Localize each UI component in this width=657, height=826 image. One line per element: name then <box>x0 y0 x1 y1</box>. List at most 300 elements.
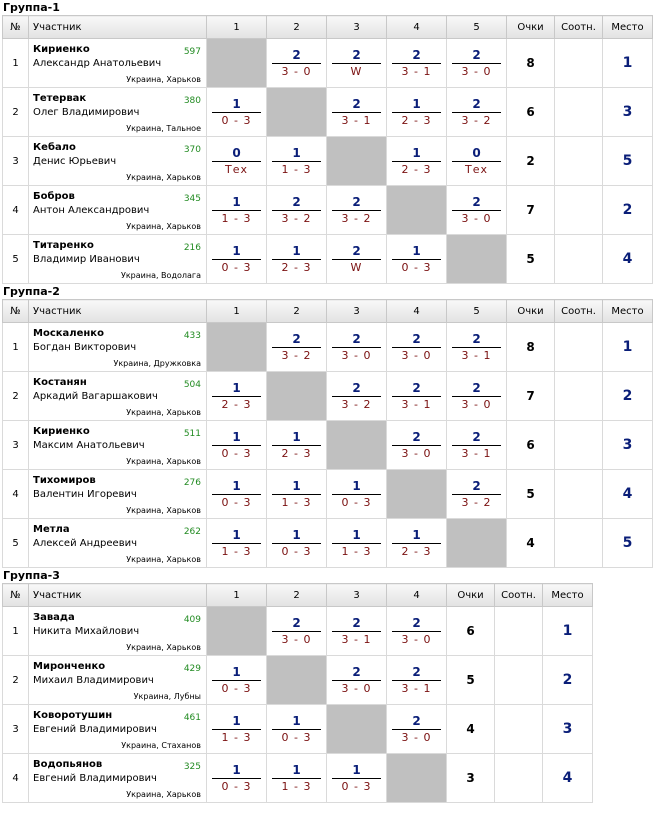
match-cell[interactable] <box>327 656 387 705</box>
match-cell[interactable] <box>327 88 387 137</box>
match-points: 2 <box>412 429 421 444</box>
player-cell <box>29 137 207 186</box>
header-participant: Участник <box>29 16 207 39</box>
row-number: 5 <box>3 519 29 568</box>
total-points: 8 <box>507 323 555 372</box>
self-cell <box>387 470 447 519</box>
player-name: Антон Александрович <box>33 205 150 216</box>
place-cell: 2 <box>543 656 593 705</box>
match-score: 3 - 1 <box>461 348 492 362</box>
place-cell: 3 <box>603 88 653 137</box>
self-cell <box>207 607 267 656</box>
player-city: Украина, Тальное <box>126 124 201 133</box>
self-cell <box>207 323 267 372</box>
total-points: 4 <box>447 705 495 754</box>
player-city: Украина, Харьков <box>126 643 201 652</box>
match-points: 1 <box>232 96 241 111</box>
header-opponent-3: 3 <box>327 16 387 39</box>
player-surname[interactable]: Кебало <box>33 142 76 153</box>
match-cell[interactable] <box>207 519 267 568</box>
match-points: 2 <box>472 47 481 62</box>
player-rating: 429 <box>183 664 201 674</box>
ratio-cell <box>555 372 603 421</box>
player-city: Украина, Харьков <box>126 75 201 84</box>
match-score: 2 - 3 <box>281 446 312 460</box>
player-name: Александр Анатольевич <box>33 58 162 69</box>
header-no: № <box>3 16 29 39</box>
player-rating: 504 <box>183 380 201 390</box>
header-opponent-4: 4 <box>387 584 447 607</box>
match-score: 3 - 0 <box>341 348 372 362</box>
match-score: 0 - 3 <box>221 260 252 274</box>
match-cell[interactable] <box>447 88 507 137</box>
match-points: 2 <box>412 380 421 395</box>
total-points: 5 <box>507 235 555 284</box>
match-score: 3 - 0 <box>341 681 372 695</box>
player-rating: 380 <box>183 96 201 106</box>
match-cell[interactable] <box>267 186 327 235</box>
place-cell: 3 <box>603 421 653 470</box>
match-score: 1 - 3 <box>341 544 372 558</box>
self-cell <box>207 39 267 88</box>
match-score: 3 - 0 <box>401 632 432 646</box>
table-row <box>3 186 653 235</box>
match-cell[interactable] <box>207 421 267 470</box>
match-cell[interactable] <box>327 470 387 519</box>
match-points: 1 <box>232 429 241 444</box>
place-cell: 5 <box>603 519 653 568</box>
match-cell[interactable] <box>447 186 507 235</box>
match-points: 1 <box>292 243 301 258</box>
match-cell[interactable] <box>267 323 327 372</box>
total-points: 3 <box>447 754 495 803</box>
player-city: Украина, Лубны <box>133 692 201 701</box>
total-points: 6 <box>507 88 555 137</box>
self-cell <box>267 88 327 137</box>
group-table <box>2 583 593 803</box>
player-surname[interactable]: Кириенко <box>33 44 90 55</box>
match-score: 3 - 0 <box>461 64 492 78</box>
header-opponent-4: 4 <box>387 300 447 323</box>
ratio-cell <box>555 323 603 372</box>
match-cell[interactable] <box>387 705 447 754</box>
row-number: 4 <box>3 470 29 519</box>
match-points: 2 <box>412 713 421 728</box>
group-title: Группа-2 <box>3 285 60 298</box>
match-cell[interactable] <box>207 656 267 705</box>
match-score: 0 - 3 <box>341 495 372 509</box>
match-score: 1 - 3 <box>281 162 312 176</box>
player-cell <box>29 323 207 372</box>
player-cell <box>29 372 207 421</box>
match-cell[interactable] <box>327 372 387 421</box>
player-rating: 325 <box>183 762 201 772</box>
match-points: 1 <box>292 478 301 493</box>
match-cell[interactable] <box>207 470 267 519</box>
header-opponent-4: 4 <box>387 16 447 39</box>
header-opponent-2: 2 <box>267 584 327 607</box>
match-points: 1 <box>352 478 361 493</box>
header-no: № <box>3 300 29 323</box>
player-name: Олег Владимирович <box>33 107 140 118</box>
match-points: 1 <box>232 380 241 395</box>
player-city: Украина, Харьков <box>126 790 201 799</box>
match-cell[interactable] <box>387 607 447 656</box>
self-cell <box>447 235 507 284</box>
match-cell[interactable] <box>267 754 327 803</box>
match-score: 2 - 3 <box>401 544 432 558</box>
match-points: 2 <box>472 380 481 395</box>
total-points: 5 <box>507 470 555 519</box>
player-cell <box>29 656 207 705</box>
row-number: 2 <box>3 88 29 137</box>
player-surname[interactable]: Водопьянов <box>33 759 103 770</box>
match-score: 3 - 1 <box>341 632 372 646</box>
match-cell[interactable] <box>387 519 447 568</box>
player-name: Владимир Иванович <box>33 254 140 265</box>
match-score: 3 - 1 <box>461 446 492 460</box>
match-score: 3 - 0 <box>281 64 312 78</box>
match-points: 2 <box>292 47 301 62</box>
match-cell[interactable] <box>387 235 447 284</box>
match-points: 2 <box>472 478 481 493</box>
table-row <box>3 421 653 470</box>
header-ratio: Соотн. <box>495 584 543 607</box>
match-cell[interactable] <box>447 470 507 519</box>
match-cell[interactable] <box>447 372 507 421</box>
player-rating: 409 <box>183 615 201 625</box>
match-points: 0 <box>232 145 241 160</box>
match-points: 1 <box>292 429 301 444</box>
match-score: 3 - 2 <box>461 113 492 127</box>
header-no: № <box>3 584 29 607</box>
table-row <box>3 607 593 656</box>
total-points: 2 <box>507 137 555 186</box>
match-points: 2 <box>352 96 361 111</box>
match-score: 2 - 3 <box>221 397 252 411</box>
player-surname[interactable]: Титаренко <box>33 240 94 251</box>
player-city: Украина, Харьков <box>126 457 201 466</box>
self-cell <box>327 137 387 186</box>
row-number: 5 <box>3 235 29 284</box>
match-cell[interactable] <box>327 754 387 803</box>
table-row <box>3 39 653 88</box>
match-cell[interactable] <box>267 39 327 88</box>
table-row <box>3 656 593 705</box>
row-number: 1 <box>3 607 29 656</box>
match-points: 1 <box>412 527 421 542</box>
player-rating: 433 <box>183 331 201 341</box>
self-cell <box>387 186 447 235</box>
player-name: Алексей Андреевич <box>33 538 137 549</box>
self-cell <box>387 754 447 803</box>
match-points: 2 <box>352 194 361 209</box>
player-surname[interactable]: Костанян <box>33 377 87 388</box>
match-cell[interactable] <box>327 519 387 568</box>
match-cell[interactable] <box>267 470 327 519</box>
player-city: Украина, Харьков <box>126 173 201 182</box>
player-city: Украина, Дружковка <box>113 359 201 368</box>
ratio-cell <box>555 235 603 284</box>
match-cell[interactable] <box>387 88 447 137</box>
row-number: 3 <box>3 137 29 186</box>
self-cell <box>327 421 387 470</box>
player-surname[interactable]: Москаленко <box>33 328 104 339</box>
player-rating: 370 <box>183 145 201 155</box>
total-points: 7 <box>507 372 555 421</box>
match-score: 1 - 3 <box>221 211 252 225</box>
match-score: 0 - 3 <box>221 113 252 127</box>
match-score: 3 - 1 <box>401 64 432 78</box>
header-place: Место <box>603 300 653 323</box>
player-cell <box>29 88 207 137</box>
header-participant: Участник <box>29 300 207 323</box>
match-cell[interactable] <box>447 323 507 372</box>
match-score: 3 - 1 <box>341 113 372 127</box>
player-cell <box>29 421 207 470</box>
match-score: 1 - 3 <box>221 730 252 744</box>
player-cell <box>29 235 207 284</box>
player-city: Украина, Харьков <box>126 506 201 515</box>
match-points: 1 <box>412 243 421 258</box>
player-name: Евгений Владимирович <box>33 773 157 784</box>
player-surname[interactable]: Тихомиров <box>33 475 96 486</box>
player-surname[interactable]: Метла <box>33 524 70 535</box>
match-score: 1 - 3 <box>281 779 312 793</box>
match-cell[interactable] <box>327 607 387 656</box>
match-points: 1 <box>292 762 301 777</box>
match-points: 2 <box>412 331 421 346</box>
match-score: 2 - 3 <box>281 260 312 274</box>
total-points: 5 <box>447 656 495 705</box>
match-points: 2 <box>412 47 421 62</box>
match-points: 2 <box>292 331 301 346</box>
place-cell: 4 <box>603 235 653 284</box>
player-surname[interactable]: Тетервак <box>33 93 87 104</box>
header-points: Очки <box>507 16 555 39</box>
match-score: 3 - 2 <box>281 211 312 225</box>
self-cell <box>267 372 327 421</box>
total-points: 6 <box>507 421 555 470</box>
ratio-cell <box>555 88 603 137</box>
match-cell[interactable] <box>207 705 267 754</box>
header-participant: Участник <box>29 584 207 607</box>
player-surname[interactable]: Завада <box>33 612 75 623</box>
match-score: 3 - 0 <box>281 632 312 646</box>
match-score: 2 - 3 <box>401 113 432 127</box>
match-score: W <box>350 64 363 78</box>
table-row <box>3 323 653 372</box>
match-points: 0 <box>472 145 481 160</box>
match-points: 1 <box>292 713 301 728</box>
player-surname[interactable]: Миронченко <box>33 661 106 672</box>
match-score: 3 - 2 <box>341 211 372 225</box>
row-number: 4 <box>3 186 29 235</box>
player-surname[interactable]: Бобров <box>33 191 75 202</box>
match-points: 2 <box>412 664 421 679</box>
group-title: Группа-3 <box>3 569 60 582</box>
match-cell[interactable] <box>387 372 447 421</box>
match-score: 3 - 0 <box>461 211 492 225</box>
player-name: Михаил Владимирович <box>33 675 154 686</box>
row-number: 4 <box>3 754 29 803</box>
place-cell: 4 <box>543 754 593 803</box>
match-cell[interactable] <box>447 137 507 186</box>
match-cell[interactable] <box>207 754 267 803</box>
match-points: 2 <box>352 243 361 258</box>
match-cell[interactable] <box>207 186 267 235</box>
player-cell <box>29 470 207 519</box>
player-city: Украина, Харьков <box>126 555 201 564</box>
player-city: Украина, Водолага <box>120 271 201 280</box>
match-points: 2 <box>292 194 301 209</box>
row-number: 1 <box>3 323 29 372</box>
match-score: 3 - 0 <box>461 397 492 411</box>
match-cell[interactable] <box>207 137 267 186</box>
match-score: 3 - 1 <box>401 681 432 695</box>
match-cell[interactable] <box>207 372 267 421</box>
match-cell[interactable] <box>387 137 447 186</box>
player-rating: 262 <box>183 527 201 537</box>
self-cell <box>447 519 507 568</box>
total-points: 8 <box>507 39 555 88</box>
header-opponent-1: 1 <box>207 584 267 607</box>
match-points: 2 <box>352 380 361 395</box>
match-cell[interactable] <box>327 235 387 284</box>
header-opponent-5: 5 <box>447 16 507 39</box>
ratio-cell <box>555 519 603 568</box>
header-opponent-3: 3 <box>327 584 387 607</box>
match-score: 3 - 0 <box>401 730 432 744</box>
match-score: 3 - 2 <box>281 348 312 362</box>
table-row <box>3 137 653 186</box>
player-name: Богдан Викторович <box>33 342 137 353</box>
table-row <box>3 372 653 421</box>
place-cell: 1 <box>603 323 653 372</box>
match-score: 0 - 3 <box>221 446 252 460</box>
match-points: 1 <box>292 145 301 160</box>
group-title: Группа-1 <box>3 1 60 14</box>
match-cell[interactable] <box>327 186 387 235</box>
match-points: 2 <box>352 664 361 679</box>
player-rating: 216 <box>183 243 201 253</box>
player-rating: 597 <box>183 47 201 57</box>
match-points: 1 <box>232 527 241 542</box>
match-points: 1 <box>232 713 241 728</box>
group-table <box>2 299 653 568</box>
player-cell <box>29 39 207 88</box>
header-opponent-3: 3 <box>327 300 387 323</box>
player-name: Аркадий Вагаршакович <box>33 391 158 402</box>
match-cell[interactable] <box>267 607 327 656</box>
header-opponent-2: 2 <box>267 300 327 323</box>
header-opponent-2: 2 <box>267 16 327 39</box>
match-points: 2 <box>472 429 481 444</box>
ratio-cell <box>495 705 543 754</box>
match-cell[interactable] <box>267 235 327 284</box>
player-surname[interactable]: Коворотушин <box>33 710 113 721</box>
match-cell[interactable] <box>387 421 447 470</box>
match-score: 0 - 3 <box>221 681 252 695</box>
match-points: 2 <box>352 47 361 62</box>
match-cell[interactable] <box>387 323 447 372</box>
place-cell: 5 <box>603 137 653 186</box>
match-cell[interactable] <box>267 705 327 754</box>
match-points: 1 <box>232 664 241 679</box>
match-cell[interactable] <box>387 39 447 88</box>
match-score: 3 - 2 <box>461 495 492 509</box>
row-number: 2 <box>3 656 29 705</box>
match-cell[interactable] <box>327 323 387 372</box>
match-cell[interactable] <box>447 39 507 88</box>
table-row <box>3 705 593 754</box>
ratio-cell <box>555 470 603 519</box>
match-points: 2 <box>472 96 481 111</box>
match-score: 1 - 3 <box>221 544 252 558</box>
match-cell[interactable] <box>327 39 387 88</box>
match-cell[interactable] <box>267 519 327 568</box>
match-cell[interactable] <box>207 235 267 284</box>
player-cell <box>29 705 207 754</box>
player-rating: 511 <box>183 429 201 439</box>
place-cell: 2 <box>603 372 653 421</box>
player-name: Валентин Игоревич <box>33 489 137 500</box>
header-place: Место <box>543 584 593 607</box>
player-name: Евгений Владимирович <box>33 724 157 735</box>
match-points: 2 <box>352 331 361 346</box>
row-number: 3 <box>3 421 29 470</box>
header-ratio: Соотн. <box>555 16 603 39</box>
table-row <box>3 519 653 568</box>
header-opponent-5: 5 <box>447 300 507 323</box>
ratio-cell <box>555 186 603 235</box>
match-score: 3 - 2 <box>341 397 372 411</box>
header-opponent-1: 1 <box>207 300 267 323</box>
place-cell: 1 <box>543 607 593 656</box>
match-points: 1 <box>352 762 361 777</box>
player-name: Максим Анатольевич <box>33 440 145 451</box>
header-place: Место <box>603 16 653 39</box>
match-score: Тех <box>465 162 488 176</box>
match-cell[interactable] <box>447 421 507 470</box>
match-points: 2 <box>352 615 361 630</box>
player-city: Украина, Харьков <box>126 408 201 417</box>
match-cell[interactable] <box>387 656 447 705</box>
match-points: 1 <box>232 194 241 209</box>
self-cell <box>267 656 327 705</box>
match-cell[interactable] <box>267 421 327 470</box>
match-score: 0 - 3 <box>221 495 252 509</box>
player-name: Никита Михайлович <box>33 626 140 637</box>
player-cell <box>29 607 207 656</box>
place-cell: 2 <box>603 186 653 235</box>
match-cell[interactable] <box>207 88 267 137</box>
match-score: W <box>350 260 363 274</box>
match-score: 3 - 0 <box>401 446 432 460</box>
player-surname[interactable]: Кириенко <box>33 426 90 437</box>
group-table <box>2 15 653 284</box>
row-number: 1 <box>3 39 29 88</box>
match-points: 1 <box>232 478 241 493</box>
player-name: Денис Юрьевич <box>33 156 117 167</box>
match-points: 1 <box>232 243 241 258</box>
match-points: 1 <box>232 762 241 777</box>
place-cell: 1 <box>603 39 653 88</box>
header-points: Очки <box>447 584 495 607</box>
ratio-cell <box>555 137 603 186</box>
self-cell <box>327 705 387 754</box>
match-cell[interactable] <box>267 137 327 186</box>
